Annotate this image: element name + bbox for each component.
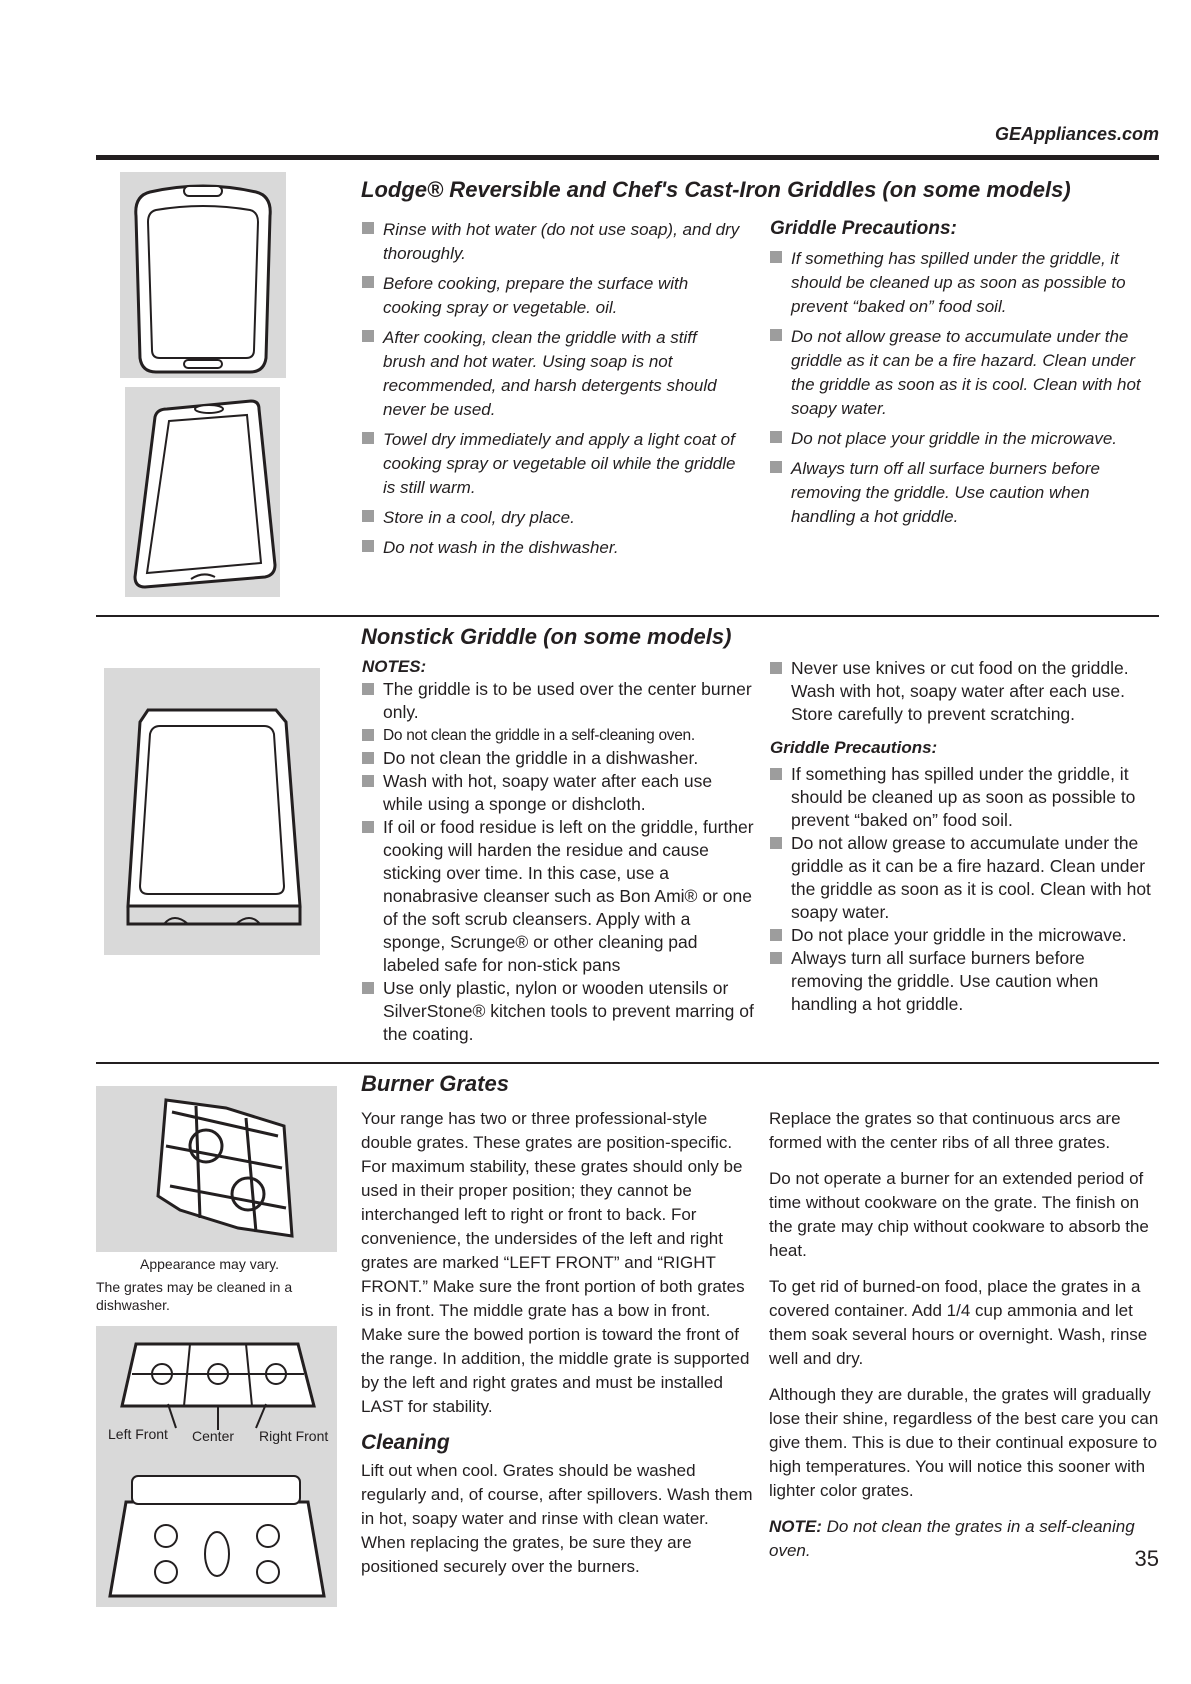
grate-label-right: Right Front [259,1428,329,1444]
list-item: Always turn all surface burners before removing the griddle. Use caution when handling a hot griddle. [770,947,1160,1016]
list-item: If something has spilled under the griddle, it should be cleaned up as soon as possible to prevent “baked on” food soil. [770,763,1160,832]
lodge-care-column [362,218,742,566]
list-item: If something has spilled under the griddle, it should be cleaned up as soon as possible to prevent “baked on” food soil. [770,247,1156,319]
cleaning-heading: Cleaning [361,1431,450,1454]
list-item: Always turn off all surface burners before removing the griddle. Use caution when handling a hot griddle. [770,457,1156,529]
list-item: Do not allow grease to accumulate under the griddle as it can be a fire hazard. Clean under the griddle as soon as it is cool. Clean with hot soapy water. [770,325,1156,421]
reversible-griddle-illustration [120,172,286,378]
notes-heading: NOTES: [362,657,427,676]
list-item: Do not place your griddle in the microwave. [770,427,1156,451]
note-text: Do not clean the grates in a self-cleaning oven. [769,1517,1135,1560]
list-item: Store in a cool, dry place. [362,506,742,530]
grate-label-left: Left Front [108,1426,168,1442]
chef-griddle-illustration [125,387,280,597]
note-label: NOTE: [769,1517,822,1536]
nonstick-griddle-title: Nonstick Griddle (on some models) [361,624,732,649]
caption-appearance: Appearance may vary. [140,1256,280,1272]
list-item: Towel dry immediately and apply a light coat of cooking spray or vegetable oil while the griddle is still warm. [362,428,742,500]
site-url: GEAppliances.com [994,124,1159,144]
paragraph: Do not operate a burner for an extended period of time without cookware on the grate. The finish on the grate may chip without cookware to absorb the heat. [769,1169,1149,1260]
nonstick-precautions-column [770,657,1160,1016]
single-grate-illustration [96,1086,337,1252]
list-item: The griddle is to be used over the center burner only. [362,678,754,724]
list-item: Never use knives or cut food on the griddle. Wash with hot, soapy water after each use. Store carefully to prevent scratching. [770,657,1160,726]
list-item: Rinse with hot water (do not use soap), and dry thoroughly. [362,218,742,266]
grates-intro: Your range has two or three professional-style double grates. These grates are position-specific. For maximum stability, these grates should only be used in their proper position; they cannot be interchanged left to right or front to back. For convenience, the undersides of the left and right grates are marked “LEFT FRONT” and “RIGHT FRONT.” Make sure the front portion of both grates is in front. The middle grate has a bow in front. Make sure the bowed portion is toward the front of the range. In addition, the middle grate is supported by the left and right grates and must be installed LAST for stability. [361,1109,750,1416]
list-item: Do not place your griddle in the microwave. [770,924,1160,947]
section-divider [96,615,1159,617]
list-item: Before cooking, prepare the surface with cooking spray or vegetable. oil. [362,272,742,320]
burner-grates-title: Burner Grates [361,1071,509,1096]
list-item: If oil or food residue is left on the griddle, further cooking will harden the residue and cause sticking over time. In this case, use a nonabrasive cleanser such as Bon Ami® or one of the soft scrub cleansers. Apply with a sponge, Scrunge® or other cleaning pad labeled safe for non-stick pans [362,816,754,977]
list-item: Do not clean the griddle in a dishwasher. [362,747,754,770]
grate-layout-illustration [96,1326,337,1607]
paragraph: To get rid of burned-on food, place the grates in a covered container. Add 1/4 cup ammonia and let them soak several hours or overnight. Wash, rinse well and dry. [769,1277,1148,1368]
list-item: Wash with hot, soapy water after each use while using a sponge or dishcloth. [362,770,754,816]
burner-grates-left-column [361,1107,753,1591]
burner-grates-right-column [769,1107,1159,1575]
list-item: After cooking, clean the griddle with a stiff brush and hot water. Using soap is not recommended, and harsh detergents should never be used. [362,326,742,422]
section-divider [96,1062,1159,1064]
list-item: Do not allow grease to accumulate under the griddle as it can be a fire hazard. Clean under the griddle as soon as it is cool. Clean with hot soapy water. [770,832,1160,924]
paragraph: Replace the grates so that continuous arcs are formed with the center ribs of all three grates. [769,1109,1121,1152]
caption-dishwasher: The grates may be cleaned in a dishwasher. [96,1279,293,1313]
lodge-griddle-title: Lodge® Reversible and Chef's Cast-Iron Griddles (on some models) [361,177,1071,202]
nonstick-griddle-illustration [104,668,320,955]
list-item: Use only plastic, nylon or wooden utensils or SilverStone® kitchen tools to prevent marring of the coating. [362,977,754,1046]
cleaning-text: Lift out when cool. Grates should be washed regularly and, of course, after spillovers. Wash them in hot, soapy water and rinse with clean water. When replacing the grates, be sure they are positioned securely over the burners. [361,1461,753,1576]
lodge-precautions-heading: Griddle Precautions: [770,218,957,239]
nonstick-precautions-heading: Griddle Precautions: [770,738,938,757]
grate-label-center: Center [192,1428,235,1444]
header-rule [96,155,1159,160]
lodge-precautions-column [770,217,1156,535]
list-item: Do not wash in the dishwasher. [362,536,742,560]
page-number: 35 [1134,1546,1159,1571]
nonstick-notes-column [362,655,754,1046]
paragraph: Although they are durable, the grates will gradually lose their shine, regardless of the best care you can give them. This is due to their continual exposure to high temperatures. You will notice this sooner with lighter color grates. [769,1385,1159,1500]
list-item: Do not clean the griddle in a self-cleaning oven. [362,724,754,747]
note-paragraph [769,1515,1159,1563]
